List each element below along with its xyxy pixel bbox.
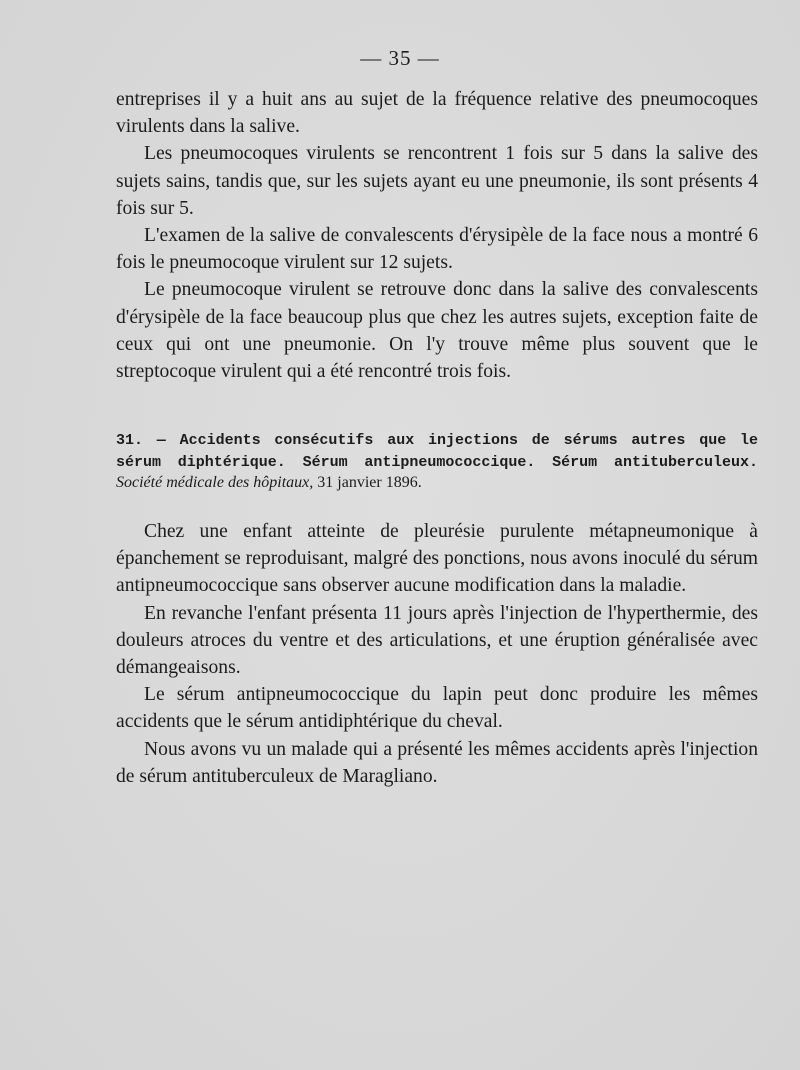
paragraph: En revanche l'enfant présenta 11 jours après l'injection de l'hyperthermie, des douleurs atroces du ventre et des articulations, et une éruption généralisée avec démangeaisons. — [116, 602, 758, 679]
page-number: — 35 — — [360, 46, 440, 70]
text-section-a — [116, 86, 758, 385]
paragraph: L'examen de la salive de convalescents d'érysipèle de la face nous a montré 6 fois le pneumocoque virulent sur 12 sujets. — [116, 225, 758, 274]
reference-text — [116, 430, 758, 494]
paragraph: Nous avons vu un malade qui a présenté les mêmes accidents après l'injection de sérum antituberculeux de Maragliano. — [116, 738, 758, 787]
paragraph: Les pneumocoques virulents se rencontrent 1 fois sur 5 dans la salive des sujets sains, tandis que, sur les sujets ayant eu une pneumonie, ils sont présents 4 fois sur 5. — [116, 143, 758, 219]
reference-source: Société médicale des hôpitaux, — [116, 474, 314, 491]
paragraph: Le sérum antipneumococcique du lapin peut donc produire les mêmes accidents que le sérum antidiphtérique du cheval. — [116, 684, 758, 733]
paragraph: Chez une enfant atteinte de pleurésie purulente métapneumonique à épanchement se reproduisant, malgré des ponctions, nous avons inoculé du sérum antipneumococcique sans observer aucune modification dans la maladie. — [116, 521, 758, 597]
reference-date: 31 janvier 1896. — [317, 474, 422, 491]
reference-title: 31. — Accidents consécutifs aux injections de sérums autres que le sérum diphtérique. Sérum antipneumococcique. Sérum antituberculeux. — [116, 432, 758, 471]
reference-entry — [116, 430, 758, 494]
paragraph: entreprises il y a huit ans au sujet de la fréquence relative des pneumocoques virulents dans la salive. — [116, 89, 758, 138]
paragraph: Le pneumocoque virulent se retrouve donc dans la salive des convalescents d'érysipèle de la face beaucoup plus que chez les autres sujets, exception faite de ceux qui ont une pneumonie. On l'y trouve même plus souvent que le streptocoque virulent qui a été rencontré trois fois. — [116, 279, 758, 383]
text-section-b — [116, 518, 758, 790]
